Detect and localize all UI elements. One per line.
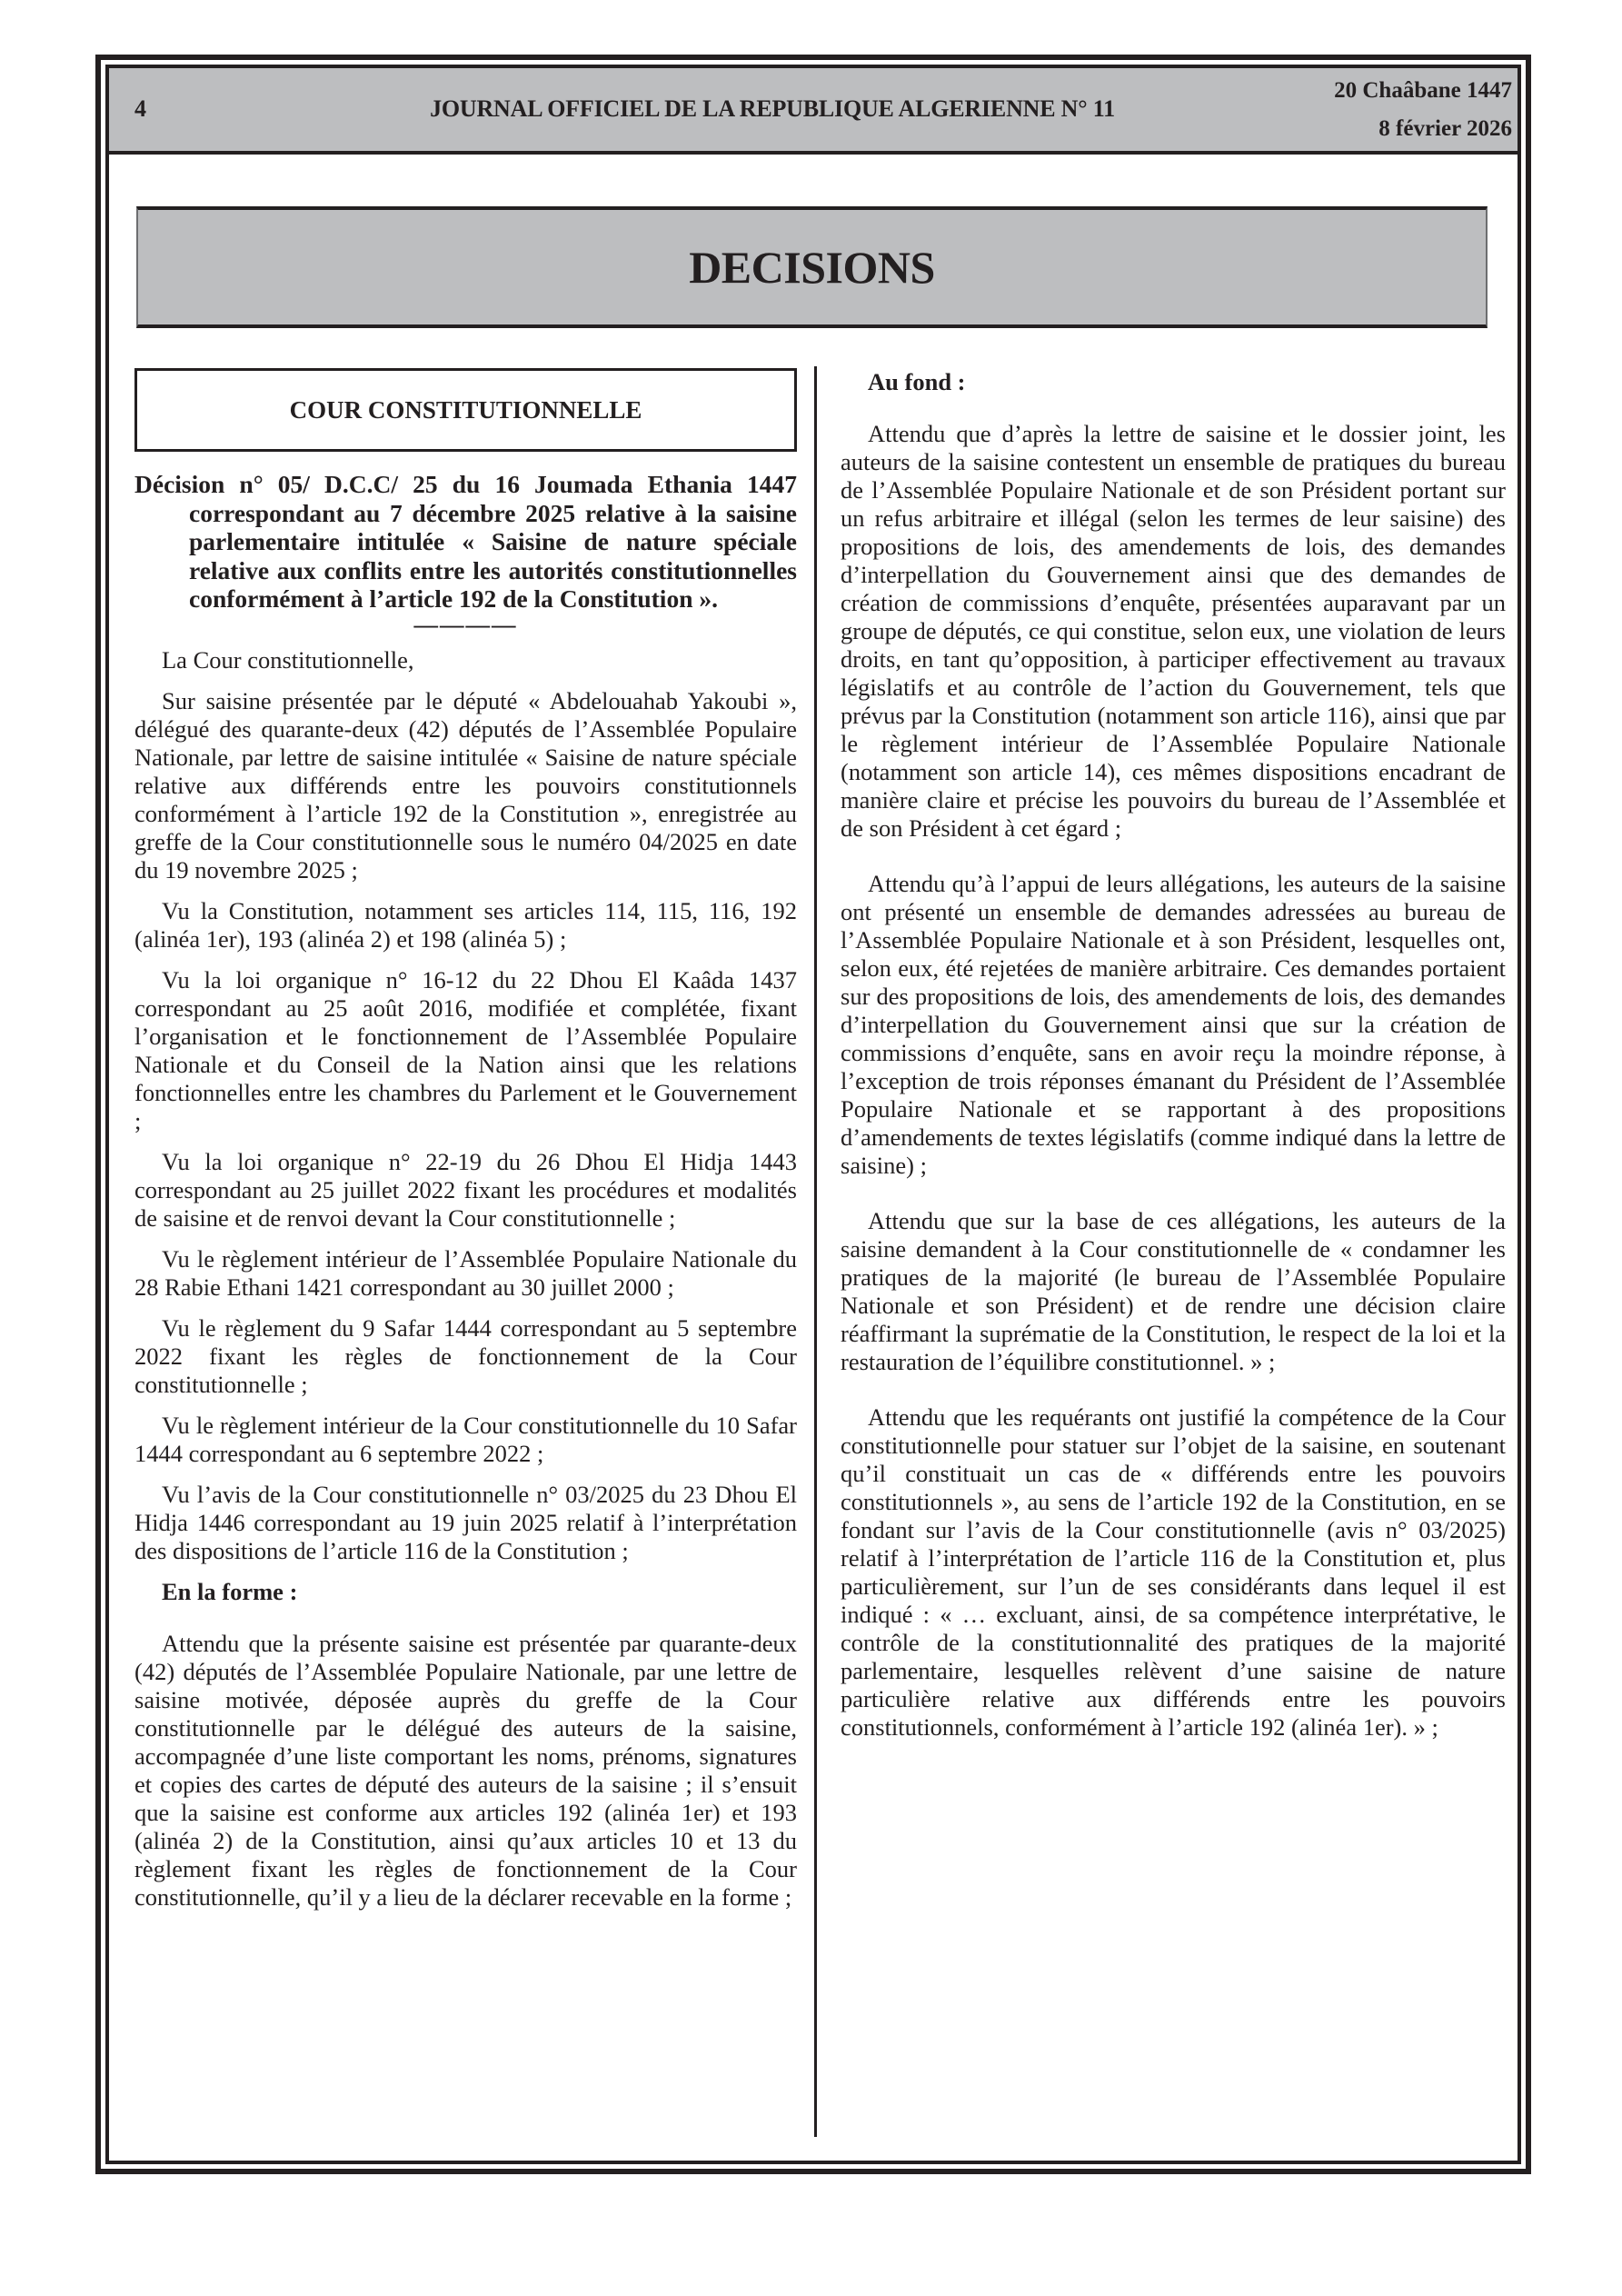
- column-divider: [814, 366, 817, 2137]
- paragraph-vu-reglement-cour: Vu le règlement du 9 Safar 1444 correspondant au 5 septembre 2022 fixant les règles de fonctionnement de la Cour constitutionnelle ;: [134, 1313, 797, 1398]
- paragraph-saisine: Sur saisine présentée par le député « Abdelouahab Yakoubi », délégué des quarante-deux (42) députés de l’Assemblée Populaire Nationale, par lettre de saisine intitulée « Saisine de nature spéciale relative aux différends entre les pouvoirs constitutionnels conformément à l’article 192 de la Constitution », enregistrée au greffe de la Cour constitutionnelle sous le numéro 04/2025 en date du 19 novembre 2025 ;: [134, 686, 797, 883]
- paragraph-vu-reglement-interieur-cour: Vu le règlement intérieur de la Cour constitutionnelle du 10 Safar 1444 correspondant au 6 septembre 2022 ;: [134, 1411, 797, 1467]
- decision-title: Décision n° 05/ D.C.C/ 25 du 16 Joumada Ethania 1447 correspondant au 7 décembre 2025 relative à la saisine parlementaire intitulée « Saisine de nature spéciale relative aux conflits entre les autorités constitutionnelles conformément à l’article 192 de la Constitution ».: [134, 470, 797, 613]
- paragraph-merits-3: Attendu que sur la base de ces allégations, les auteurs de la saisine demandent à la Cour constitutionnelle de « condamner les pratiques de la majorité (le bureau de l’Assemblée Populaire Nationale et son Président) et de rendre une décision claire réaffirmant la suprématie de la Constitution, le respect de la loi et la restauration de l’équilibre constitutionnel. » ;: [841, 1207, 1506, 1375]
- gregorian-date: 8 février 2026: [1378, 116, 1512, 141]
- paragraph-vu-reglement-apn: Vu le règlement intérieur de l’Assemblée Populaire Nationale du 28 Rabie Ethani 1421 correspondant au 30 juillet 2000 ;: [134, 1244, 797, 1301]
- separator: ————: [413, 610, 518, 638]
- merits-heading: Au fond :: [868, 368, 966, 395]
- journal-title: JOURNAL OFFICIEL DE LA REPUBLIQUE ALGERIENNE N° 11: [430, 95, 1115, 122]
- page-frame: [95, 55, 1531, 2174]
- page-number: 4: [134, 95, 146, 122]
- section-banner: [136, 206, 1488, 328]
- hijri-date: 20 Chaâbane 1447: [1334, 78, 1512, 103]
- header-dates: [1334, 72, 1512, 148]
- right-column: [841, 368, 1506, 1769]
- opening-line: La Cour constitutionnelle,: [162, 645, 414, 674]
- paragraph-vu-loi-16-12: Vu la loi organique n° 16-12 du 22 Dhou El Kaâda 1437 correspondant au 25 août 2016, modifiée et complétée, fixant l’organisation et le fonctionnement de l’Assemblée Populaire Nationale et du Conseil de la Nation ainsi que les relations fonctionnelles entre les chambres du Parlement et le Gouvernement ;: [134, 965, 797, 1134]
- journal-header: [109, 68, 1518, 155]
- page-inner-frame: [105, 65, 1521, 2164]
- section-title: DECISIONS: [689, 242, 935, 293]
- paragraph-vu-avis: Vu l’avis de la Cour constitutionnelle n° 03/2025 du 23 Dhou El Hidja 1446 correspondant au 19 juin 2025 relatif à l’interprétation des dispositions de l’article 116 de la Constitution ;: [134, 1480, 797, 1564]
- paragraph-merits-4: Attendu que les requérants ont justifié la compétence de la Cour constitutionnelle pour statuer sur l’objet de la saisine, en soutenant qu’il constituait un cas de « différends entre les pouvoirs constitutionnels », au sens de l’article 192 de la Constitution, en se fondant sur l’avis de la Cour constitutionnelle (avis n° 03/2025) relatif à l’interprétation de l’article 116 de la Constitution et, plus particulièrement, sur l’un de ses considérants dans lequel il est indiqué : « … excluant, ainsi, de sa compétence interprétative, le contrôle de la constitutionnalité des pratiques de la majorité parlementaire, lesquelles relèvent d’une saisine de nature particulière relative aux différends entre les pouvoirs constitutionnels, conformément à l’article 192 (alinéa 1er). » ;: [841, 1403, 1506, 1741]
- form-heading: En la forme :: [162, 1577, 298, 1605]
- court-name-box: [134, 368, 797, 452]
- paragraph-vu-constitution: Vu la Constitution, notamment ses articles 114, 115, 116, 192 (alinéa 1er), 193 (alinéa 2) et 198 (alinéa 5) ;: [134, 896, 797, 953]
- paragraph-vu-loi-22-19: Vu la loi organique n° 22-19 du 26 Dhou El Hidja 1443 correspondant au 25 juillet 2022 fixant les procédures et modalités de saisine et de renvoi devant la Cour constitutionnelle ;: [134, 1147, 797, 1232]
- paragraph-form: Attendu que la présente saisine est présentée par quarante-deux (42) députés de l’Assemblée Populaire Nationale, par une lettre de saisine motivée, déposée auprès du greffe de la Cour constitutionnelle par le délégué des auteurs de la saisine, accompagnée d’une liste comportant les noms, prénoms, signatures et copies des cartes de député des auteurs de la saisine ; il s’ensuit que la saisine est conforme aux articles 192 (alinéa 1er) et 193 (alinéa 2) de la Constitution, ainsi qu’aux articles 10 et 13 du règlement fixant les règles de fonctionnement de la Cour constitutionnelle, qu’il y a lieu de la déclarer recevable en la forme ;: [134, 1629, 797, 1911]
- paragraph-merits-2: Attendu qu’à l’appui de leurs allégations, les auteurs de la saisine ont présenté un ensemble de demandes adressées au bureau de l’Assemblée Populaire Nationale et à son Président, lesquelles ont, selon eux, été rejetées de manière arbitraire. Ces demandes portaient sur des propositions de lois, des amendements de lois, des demandes d’interpellation du Gouvernement ainsi que sur la création de commissions d’enquête, sans en avoir reçu la moindre réponse, à l’exception de trois réponses émanant du Président de l’Assemblée Populaire Nationale et se rapportant à des propositions d’amendements de textes législatifs (comme indiqué dans la lettre de saisine) ;: [841, 870, 1506, 1179]
- left-column: [134, 368, 797, 1924]
- paragraph-merits-1: Attendu que d’après la lettre de saisine et le dossier joint, les auteurs de la saisine contestent un ensemble de pratiques du bureau de l’Assemblée Populaire Nationale et de son Président portant sur un refus arbitraire et illégal (selon les termes de leur saisine) des propositions de lois, des amendements de lois, des demandes d’interpellation du Gouvernement ainsi que des demandes de création de commissions d’enquête, présentées auparavant par un groupe de députés, ce qui constitue, selon eux, une violation de leurs droits, en tant qu’opposition, à participer effectivement au travaux législatifs et au contrôle de l’action du Gouvernement, tels que prévus par la Constitution (notamment son article 116), ainsi que par le règlement intérieur de l’Assemblée Populaire Nationale (notamment son article 14), ces mêmes dispositions encadrant de manière claire et précise les pouvoirs du bureau de l’Assemblée et de son Président à cet égard ;: [841, 420, 1506, 842]
- court-name: COUR CONSTITUTIONNELLE: [289, 395, 642, 424]
